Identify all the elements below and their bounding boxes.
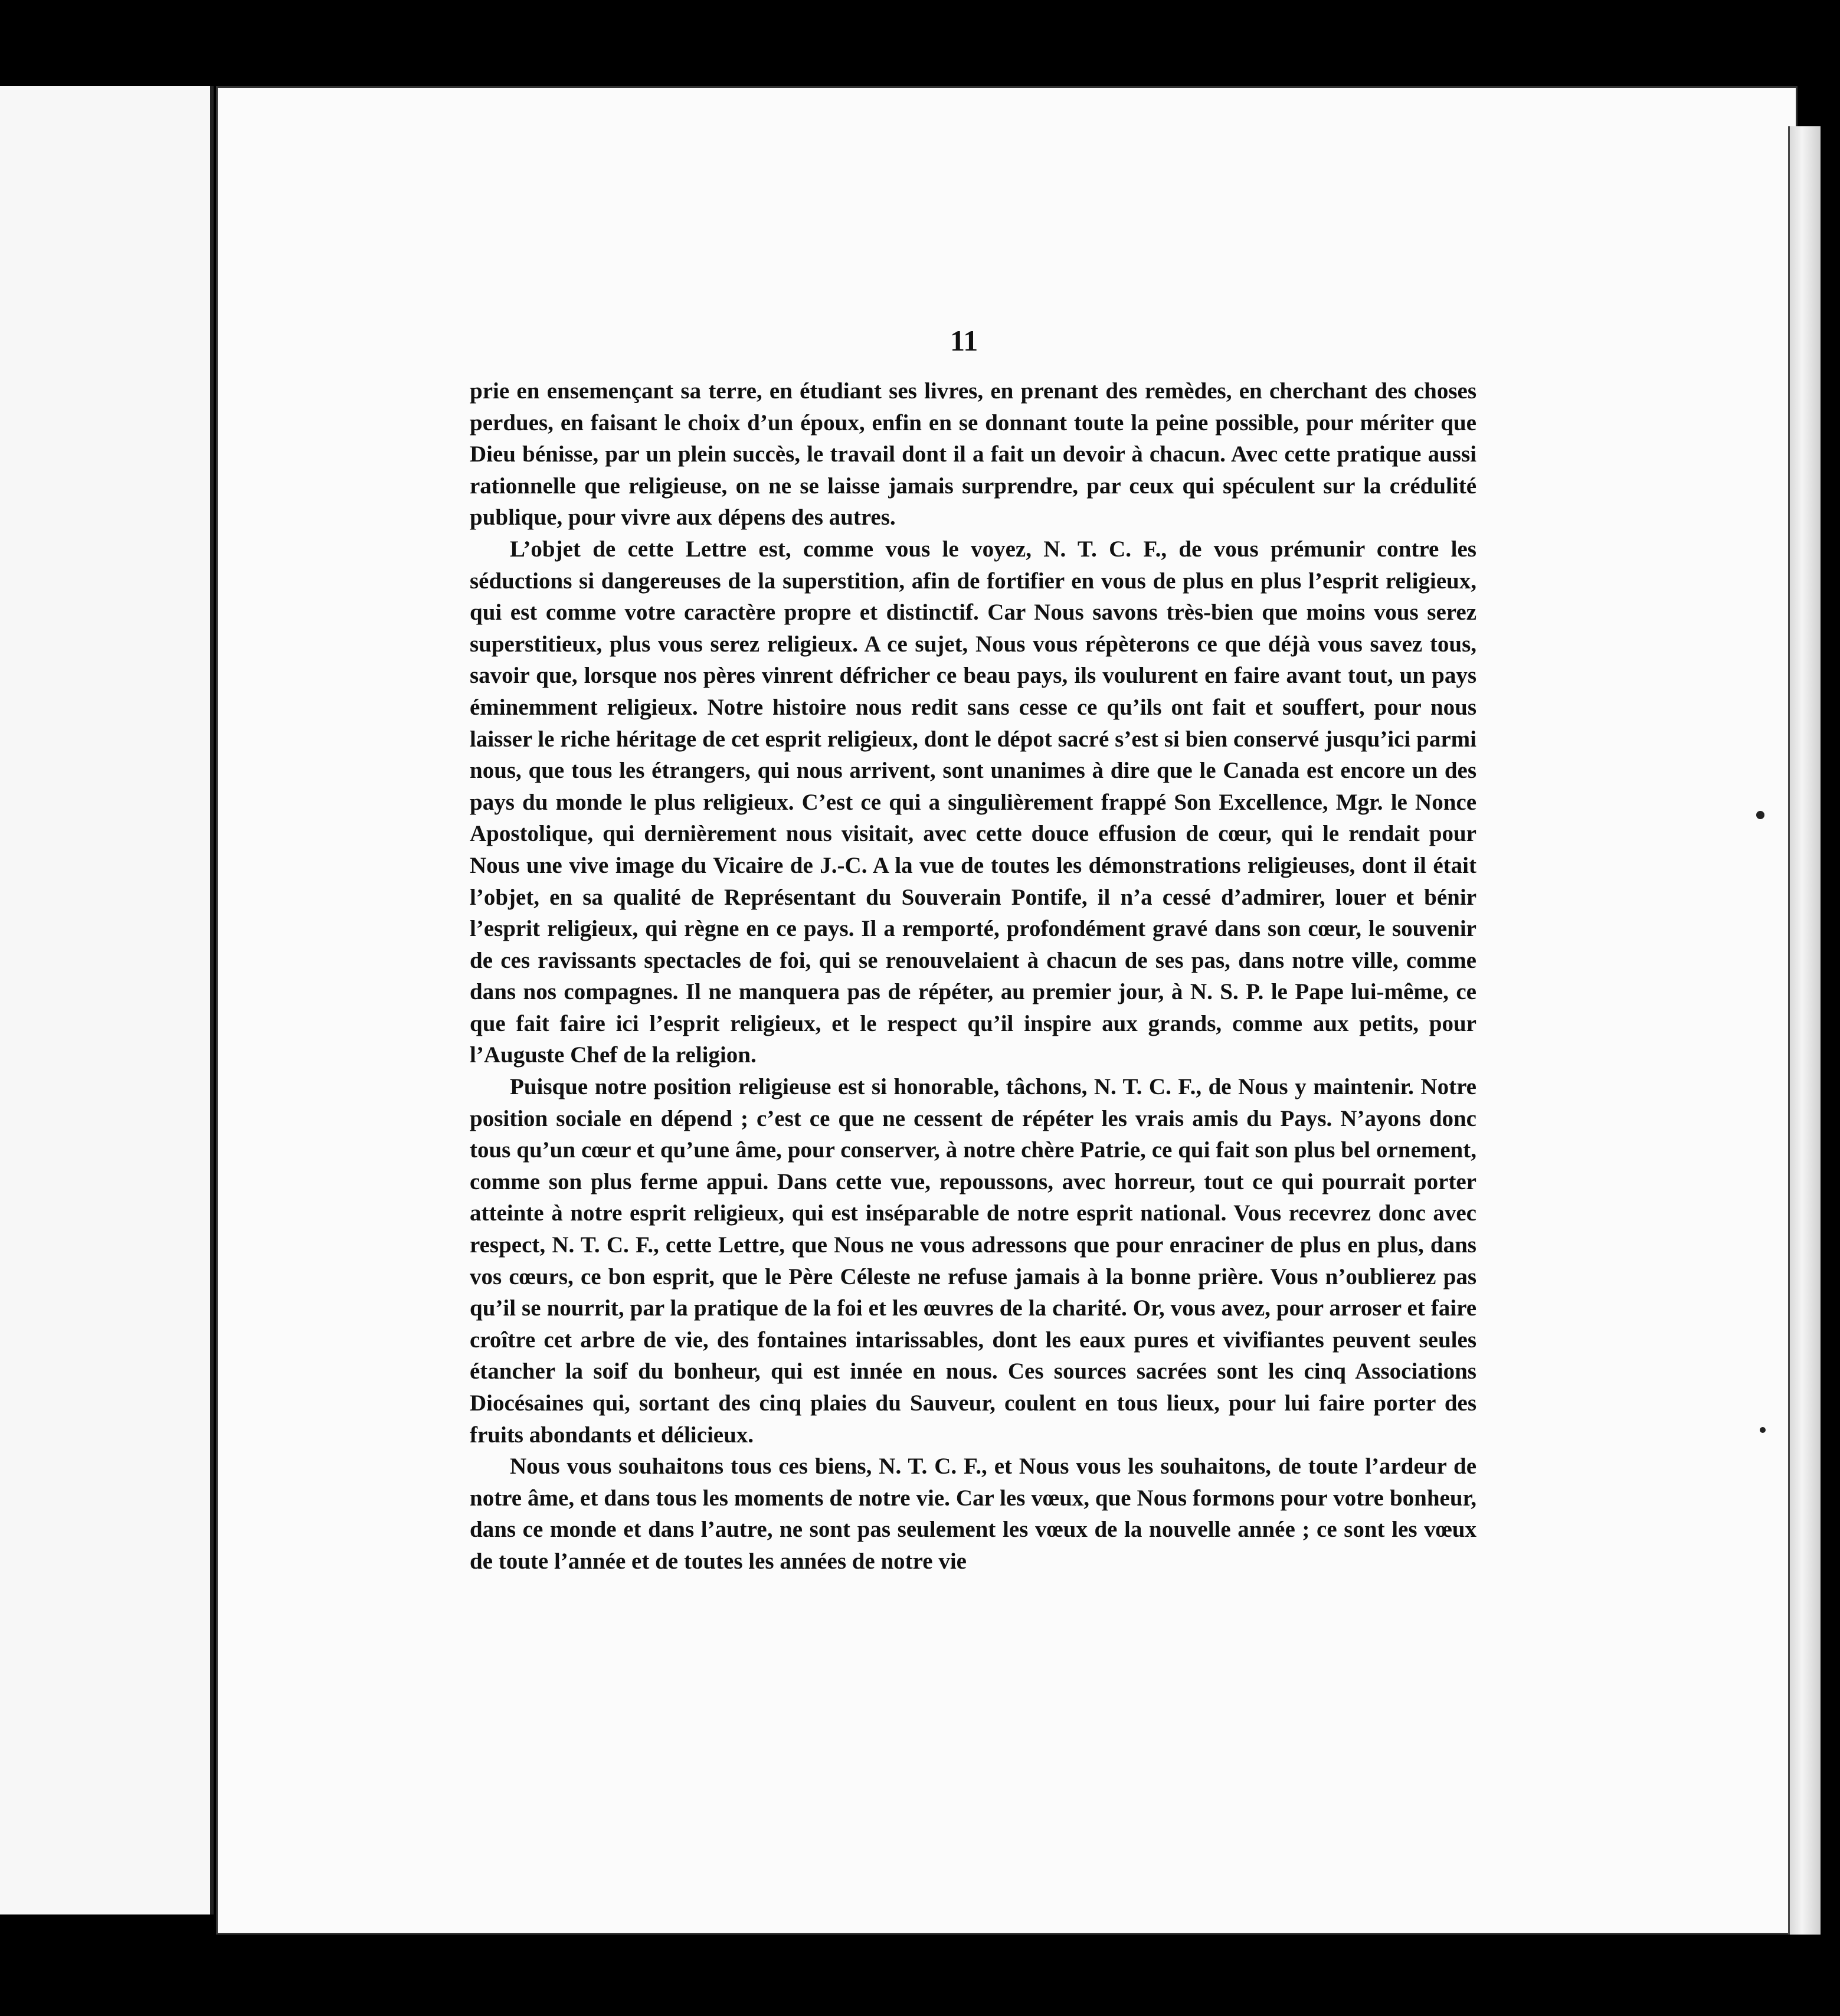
- page-number: 11: [950, 324, 978, 357]
- paragraph-4: Nous vous souhaitons tous ces biens, N. T. C. F., et Nous vous les souhaitons, de toute l’ardeur de notre âme, et dans tous les moments de notre vie. Car les vœux, que Nous formons pour votre bonheur, dans ce monde et dans l’autre, ne sont pas seulement les vœux de la nouvelle année ; ce sont les vœux de toute l’année et de toutes les années de notre vie: [470, 1454, 1476, 1574]
- scan-speck: [1760, 1427, 1766, 1433]
- paragraph-3: Puisque notre position religieuse est si honorable, tâchons, N. T. C. F., de Nous y maintenir. Notre position sociale en dépend ; c’est ce que ne cessent de répéter les vrais amis du Pays. N’ayons donc tous qu’un cœur et qu’une âme, pour conserver, à notre chère Patrie, ce qui fait son plus bel ornement, comme son plus ferme appui. Dans cette vue, repoussons, avec horreur, tout ce qui pourrait porter atteinte à notre esprit religieux, qui est inséparable de notre esprit national. Vous recevrez donc avec respect, N. T. C. F., cette Lettre, que Nous ne vous adressons que pour enraciner de plus en plus, dans vos cœurs, ce bon esprit, que le Père Céleste ne refuse jamais à la bonne prière. Vous n’oublierez pas qu’il se nourrit, par la pratique de la foi et les œuvres de la charité. Or, vous avez, pour arroser et faire croître cet arbre de vie, des fontaines intarissables, dont les eaux pures et vivifiantes peuvent seules étancher la soif du bonheur, qui est innée en nous. Ces sources sacrées sont les cinq Associations Diocésaines qui, sortant des cinq plaies du Sauveur, coulent en tous lieux, pour lui faire porter des fruits abondants et délicieux.: [470, 1074, 1476, 1448]
- paragraph-1: prie en ensemençant sa terre, en étudiant ses livres, en prenant des remèdes, en cherchant des choses perdues, en faisant le choix d’un époux, enfin en se donnant toute la peine possible, pour mériter que Dieu bénisse, par un plein succès, le travail dont il a fait un devoir à chacun. Avec cette pratique aussi rationnelle que religieuse, on ne se laisse jamais surprendre, par ceux qui spéculent sur la crédulité publique, pour vivre aux dépens des autres.: [470, 378, 1476, 531]
- scan-speck: [1756, 811, 1764, 819]
- facing-page-edge: [0, 86, 214, 1914]
- paragraph-2: L’objet de cette Lettre est, comme vous le voyez, N. T. C. F., de vous prémunir contre les séductions si dangereuses de la superstition, afin de fortifier en vous de plus en plus l’esprit religieux, qui est comme votre caractère propre et distinctif. Car Nous savons très-bien que moins vous serez superstitieux, plus vous serez religieux. A ce sujet, Nous vous répèterons ce que déjà vous savez tous, savoir que, lorsque nos pères vinrent défricher ce beau pays, ils voulurent en faire avant tout, un pays éminemment religieux. Notre histoire nous redit sans cesse ce qu’ils ont fait et souffert, pour nous laisser le riche héritage de cet esprit religieux, dont le dépot sacré s’est si bien conservé jusqu’ici parmi nous, que tous les étrangers, qui nous arrivent, sont unanimes à dire que le Canada est encore un des pays du monde le plus religieux. C’est ce qui a singulièrement frappé Son Excellence, Mgr. le Nonce Apostolique, qui dernièrement nous visitait, avec cette douce effusion de cœur, qui le rendait pour Nous une vive image du Vicaire de J.-C. A la vue de toutes les démonstrations religieuses, dont il était l’objet, en sa qualité de Représentant du Souverain Pontife, il n’a cessé d’admirer, louer et bénir l’esprit religieux, qui règne en ce pays. Il a remporté, profondément gravé dans son cœur, le souvenir de ces ravissants spectacles de foi, qui se renouvelaient à chacun de ses pas, dans notre ville, comme dans nos compagnes. Il ne manquera pas de répéter, au premier jour, à N. S. P. le Pape lui-même, ce que fait faire ici l’esprit religieux, et le respect qu’il inspire aux grands, comme aux petits, pour l’Auguste Chef de la religion.: [470, 536, 1476, 1068]
- body-text: [470, 375, 1476, 1578]
- page-stack-edge: [1788, 126, 1821, 1935]
